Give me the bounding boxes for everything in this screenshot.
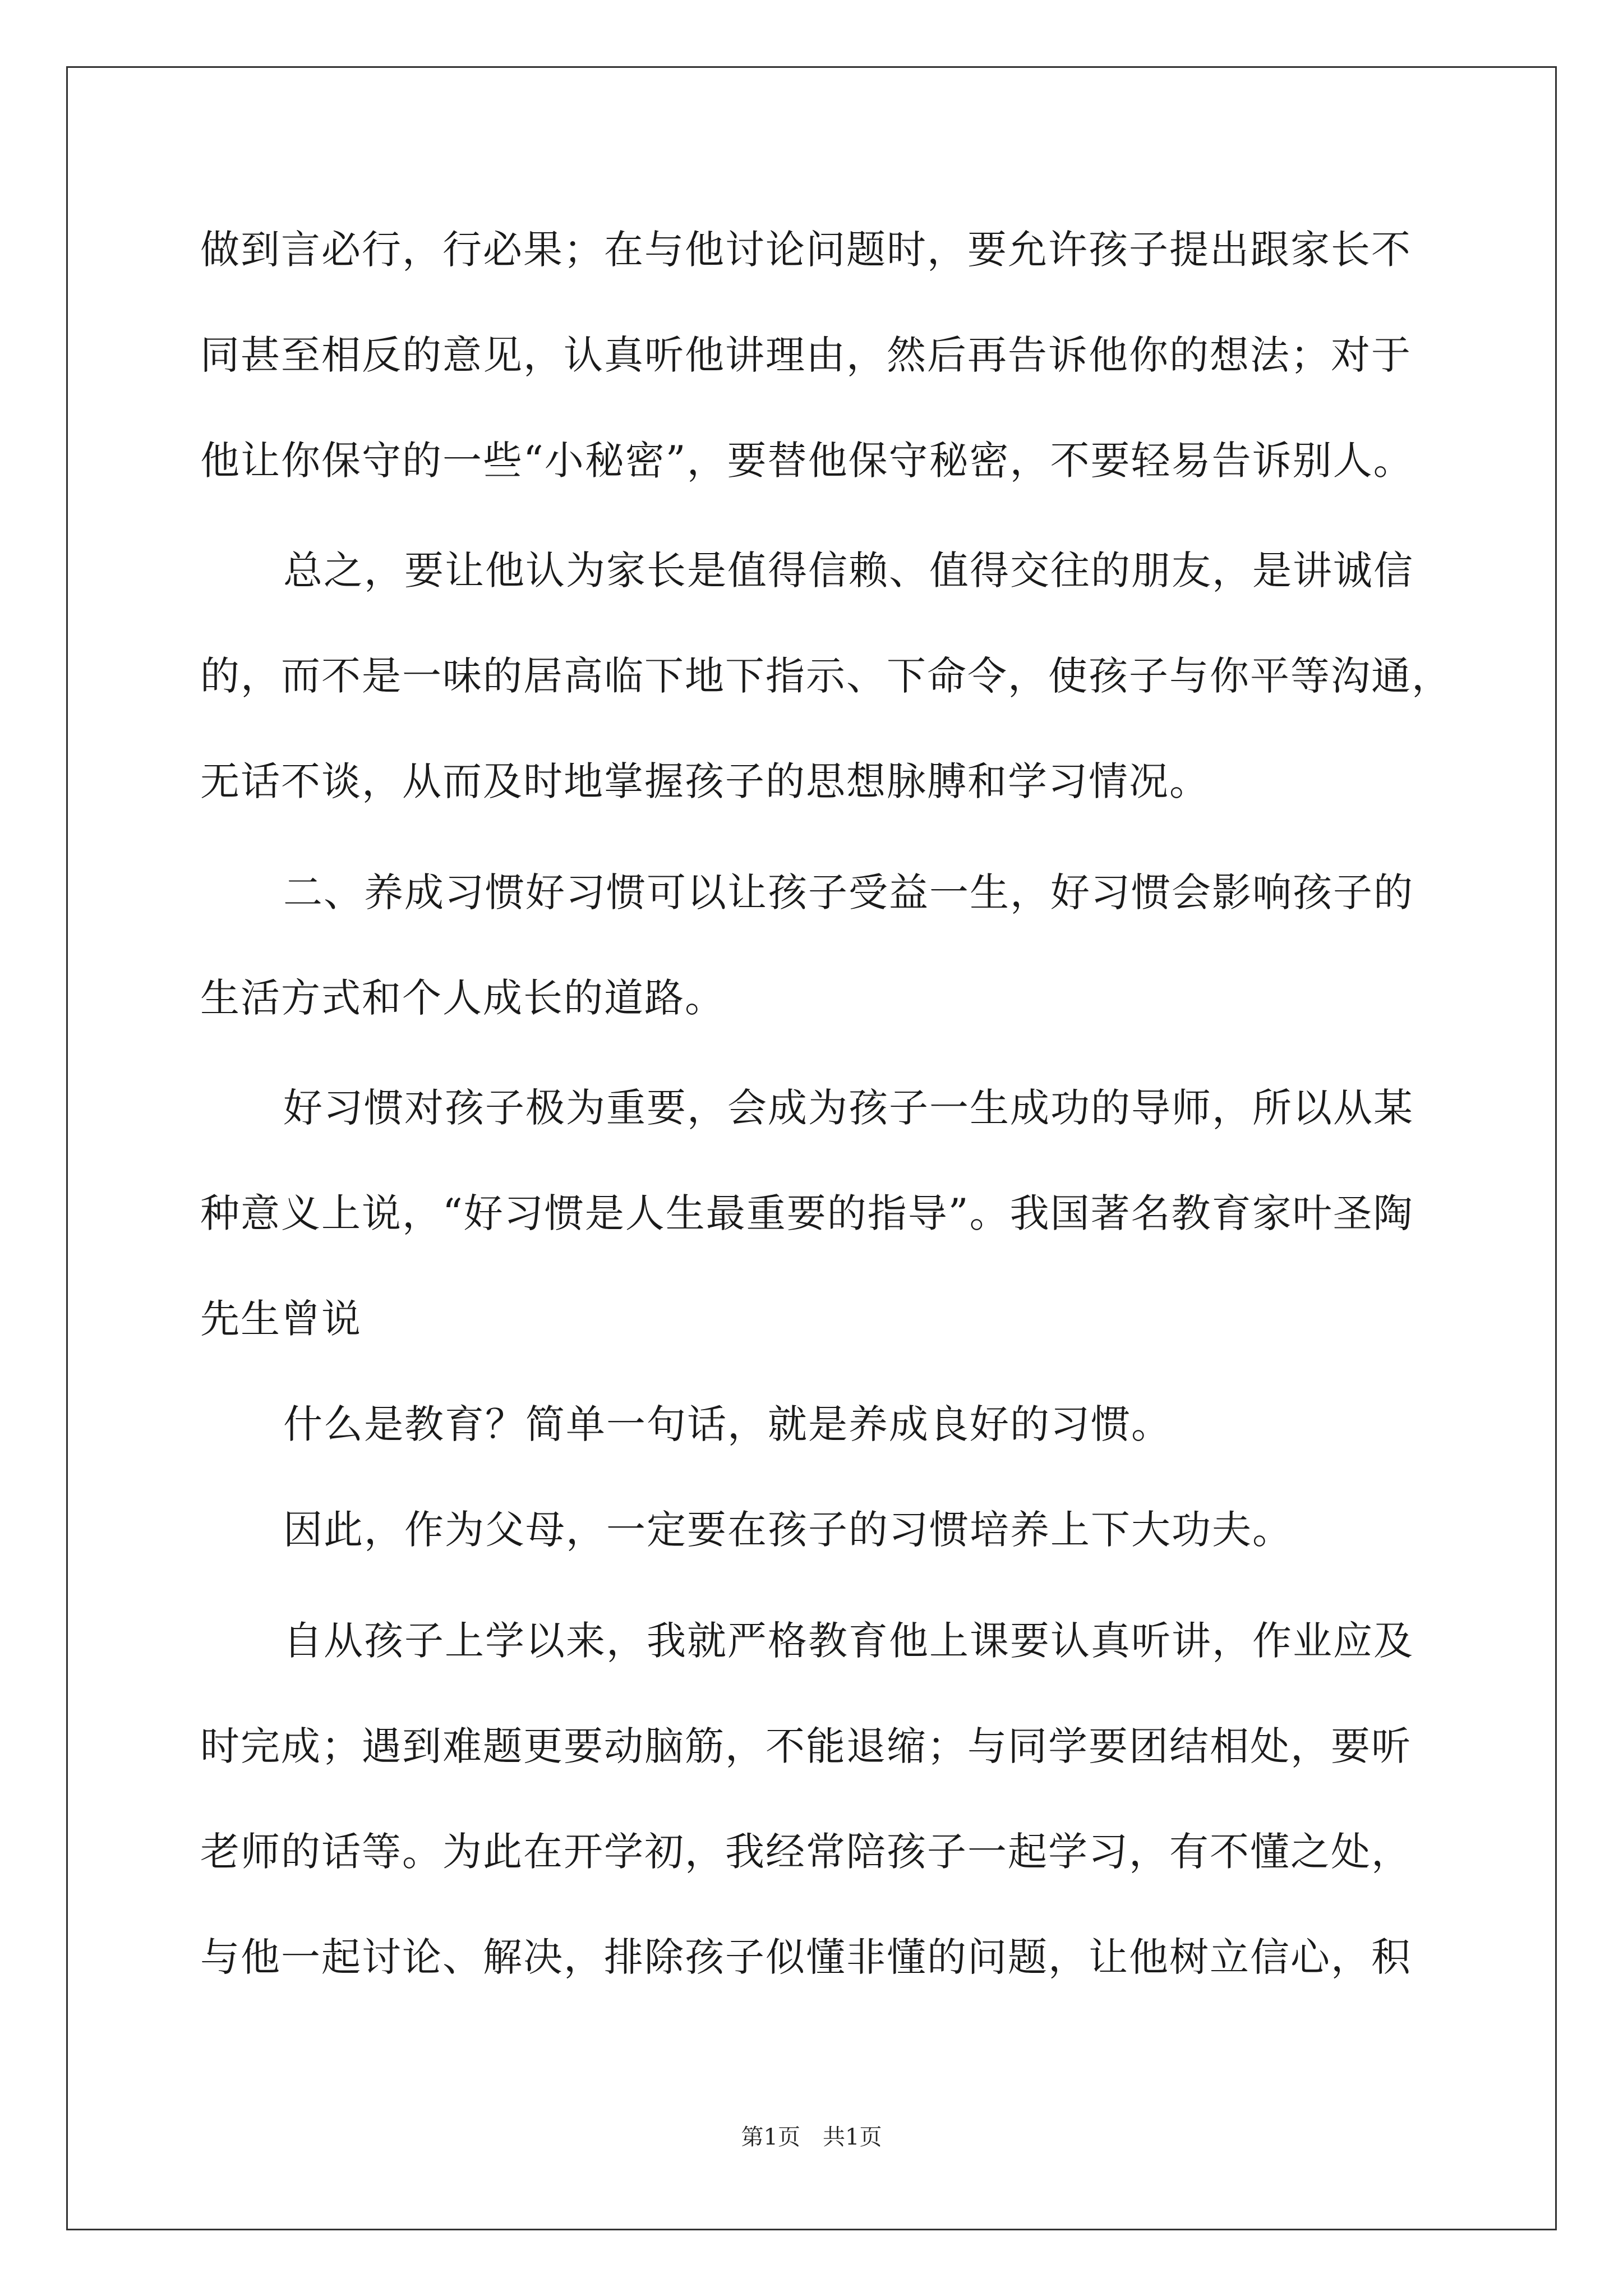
paragraph-start-line: 自从孩子上学以来，我就严格教育他上课要认真听讲，作业应及 [283,1618,1414,1664]
text-line: 同甚至相反的意见，认真听他讲理由，然后再告诉他你的想法；对于 [200,332,1412,378]
text-line: 与他一起讨论、解决，排除孩子似懂非懂的问题，让他树立信心，积 [200,1934,1412,1980]
text-line: 老师的话等。为此在开学初，我经常陪孩子一起学习，有不懂之处， [200,1829,1412,1875]
text-line: 做到言必行，行必果；在与他讨论问题时，要允许孩子提出跟家长不 [200,227,1412,273]
text-line: 先生曾说 [200,1296,362,1342]
paragraph-start-line: 总之，要让他认为家长是值得信赖、值得交往的朋友，是讲诚信 [283,547,1414,593]
page-border [66,66,1557,2230]
text-line: 的，而不是一味的居高临下地下指示、下命令，使孩子与你平等沟通， [200,653,1452,699]
text-line: 种意义上说，“好习惯是人生最重要的指导”。我国著名教育家叶圣陶 [200,1190,1414,1236]
text-line: 他让你保守的一些“小秘密”，要替他保守秘密，不要轻易告诉别人。 [200,438,1414,484]
text-line: 生活方式和个人成长的道路。 [200,975,725,1021]
page-total: 共1页 [823,2124,882,2150]
text-line: 时完成；遇到难题更要动脑筋，不能退缩；与同学要团结相处，要听 [200,1723,1412,1769]
text-line: 无话不谈，从而及时地掌握孩子的思想脉膊和学习情况。 [200,758,1210,804]
page-footer [0,2120,1623,2154]
page-number: 第1页 [741,2124,800,2150]
paragraph-start-line: 二、养成习惯好习惯可以让孩子受益一生，好习惯会影响孩子的 [283,869,1414,915]
paragraph-start-line: 什么是教育？简单一句话，就是养成良好的习惯。 [283,1401,1172,1447]
paragraph-start-line: 好习惯对孩子极为重要，会成为孩子一生成功的导师，所以从某 [283,1085,1414,1131]
paragraph-start-line: 因此，作为父母，一定要在孩子的习惯培养上下大功夫。 [283,1507,1293,1553]
